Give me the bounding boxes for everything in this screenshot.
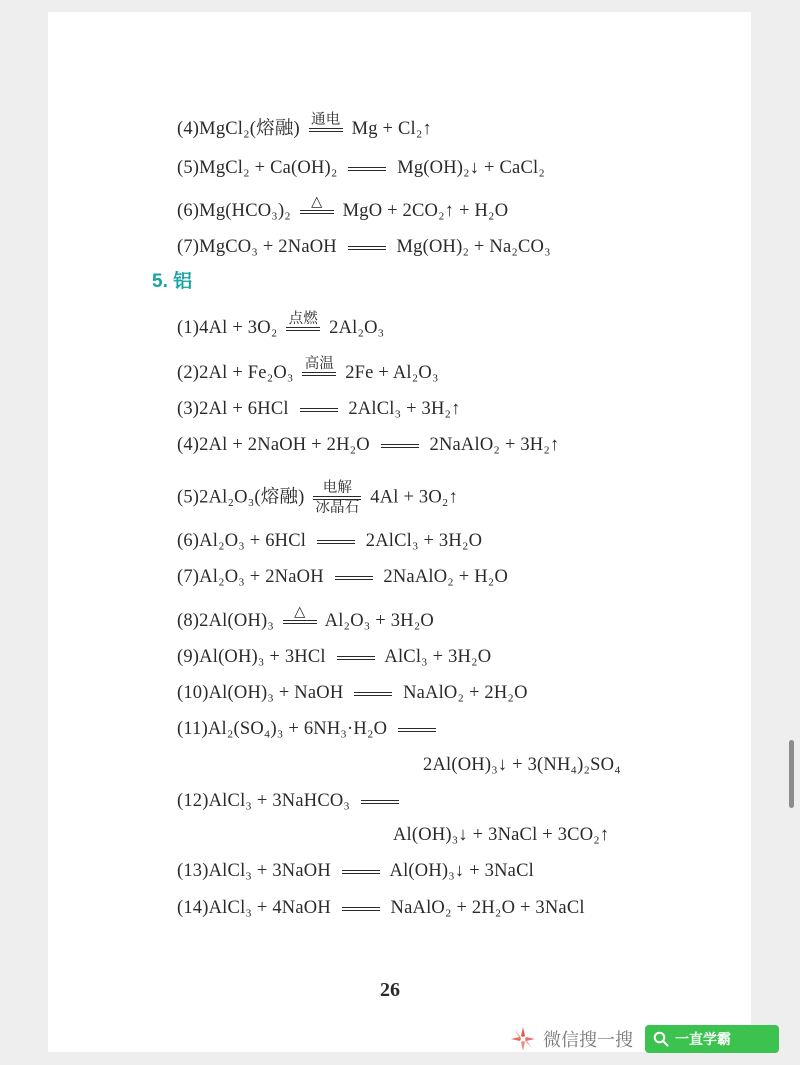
- eq-number: (2): [177, 363, 200, 383]
- eq-number: (1): [177, 318, 200, 338]
- equals-sign: [348, 167, 386, 171]
- equation-mg-4: [177, 111, 432, 141]
- eq-left: MgCl₂(熔融): [199, 119, 300, 139]
- equation-al-4: [177, 433, 559, 457]
- eq-number: (14): [177, 898, 209, 918]
- eq-right: 2Al(OH)₃↓ + 3(NH₄)₂SO₄: [423, 755, 621, 775]
- equals-sign: [317, 540, 355, 544]
- eq-left: 2Al + Fe₂O₃: [199, 363, 294, 383]
- equation-al-12-continued: [393, 823, 609, 847]
- eq-right: 2AlCl₃ + 3H₂O: [365, 531, 483, 551]
- equation-al-7: [177, 565, 508, 589]
- equals-sign: [381, 444, 419, 448]
- eq-left: Al₂(SO₄)₃ + 6NH₃·H₂O: [207, 719, 388, 739]
- equation-al-8: [177, 603, 434, 633]
- eq-left: 2Al + 2NaOH + 2H₂O: [199, 435, 370, 455]
- equation-al-10: [177, 681, 528, 705]
- eq-number: (6): [177, 201, 200, 221]
- eq-left: MgCl₂ + Ca(OH)₂: [199, 158, 338, 178]
- wechat-watermark: [503, 1019, 793, 1059]
- eq-left: 2Al₂O₃(熔融): [199, 487, 305, 508]
- equation-al-14: [177, 896, 585, 920]
- equation-al-11-continued: [423, 753, 621, 777]
- eq-number: (7): [177, 237, 200, 257]
- watermark-search-button[interactable]: [645, 1025, 779, 1053]
- eq-number: (12): [177, 791, 209, 811]
- eq-left: Al(OH)₃ + NaOH: [208, 683, 344, 703]
- eq-right: 2NaAlO₂ + H₂O: [383, 567, 509, 587]
- eq-number: (9): [177, 647, 200, 667]
- eq-left: Mg(HCO₃)₂: [199, 201, 291, 221]
- eq-number: (5): [177, 487, 200, 508]
- watermark-label: 微信搜一搜: [543, 1030, 633, 1051]
- double-bar: [283, 620, 317, 624]
- reaction-condition: [300, 194, 334, 214]
- double-bar: [300, 210, 334, 214]
- eq-left: Al(OH)₃ + 3HCl: [199, 647, 326, 667]
- section-heading: 5. 铝: [152, 271, 193, 292]
- equals-sign: [342, 870, 380, 874]
- equation-mg-7: [177, 235, 551, 259]
- eq-number: (13): [177, 861, 209, 881]
- cond-top: 电解: [322, 480, 353, 496]
- reaction-condition: [313, 480, 361, 516]
- eq-right: Mg + Cl₂↑: [351, 119, 432, 139]
- eq-right: Al(OH)₃↓ + 3NaCl: [389, 861, 534, 881]
- cond-bottom: 冰晶石: [315, 500, 360, 516]
- equals-sign: [354, 692, 392, 696]
- reaction-condition: [309, 112, 343, 132]
- eq-number: (7): [177, 567, 200, 587]
- double-bar: [286, 327, 320, 331]
- eq-number: (11): [177, 719, 208, 739]
- eq-right: Mg(OH)₂ + Na₂CO₃: [396, 237, 551, 257]
- equation-al-11: [177, 717, 442, 741]
- eq-right: NaAlO₂ + 2H₂O: [403, 683, 528, 703]
- eq-left: 4Al + 3O₂: [199, 318, 278, 338]
- cond-top: △: [294, 603, 306, 620]
- eq-left: Al₂O₃ + 2NaOH: [199, 567, 324, 587]
- equation-mg-6: [177, 193, 509, 223]
- cond-top: 通电: [311, 111, 341, 128]
- eq-right: AlCl₃ + 3H₂O: [384, 647, 492, 667]
- cond-top: 点燃: [288, 310, 318, 327]
- cond-top: △: [311, 193, 323, 210]
- eq-right: Al(OH)₃↓ + 3NaCl + 3CO₂↑: [393, 825, 610, 845]
- page-number: 26: [380, 979, 400, 1001]
- reaction-condition: [302, 356, 336, 376]
- eq-number: (3): [177, 399, 200, 419]
- eq-number: (5): [177, 158, 200, 178]
- equals-sign: [337, 656, 375, 660]
- watermark-account: 一直学霸: [675, 1032, 731, 1048]
- eq-number: (8): [177, 611, 200, 631]
- eq-right: Al₂O₃ + 3H₂O: [324, 611, 434, 631]
- eq-number: (10): [177, 683, 209, 703]
- scrollbar-thumb[interactable]: [789, 740, 794, 808]
- equation-al-2: [177, 355, 439, 385]
- equation-al-3: [177, 397, 461, 421]
- double-bar: [309, 128, 343, 132]
- eq-number: (4): [177, 119, 200, 139]
- eq-left: 2Al + 6HCl: [199, 399, 289, 419]
- equals-sign: [335, 576, 373, 580]
- eq-left: AlCl₃ + 4NaOH: [208, 898, 331, 918]
- equation-al-13: [177, 859, 534, 883]
- equals-sign: [361, 800, 399, 804]
- reaction-condition: [283, 604, 317, 624]
- eq-right: MgO + 2CO₂↑ + H₂O: [342, 201, 509, 221]
- wechat-search-logo: [509, 1025, 537, 1053]
- double-bar: [302, 372, 336, 376]
- eq-right: 2AlCl₃ + 3H₂↑: [348, 399, 461, 419]
- equals-sign: [300, 408, 338, 412]
- eq-right: 2Fe + Al₂O₃: [345, 363, 439, 383]
- equation-al-5: [177, 480, 458, 516]
- eq-left: 2Al(OH)₃: [199, 611, 275, 631]
- eq-right: Mg(OH)₂↓ + CaCl₂: [397, 158, 545, 178]
- eq-number: (6): [177, 531, 200, 551]
- equals-sign: [348, 246, 386, 250]
- eq-left: MgCO₃ + 2NaOH: [199, 237, 337, 257]
- equation-al-12: [177, 789, 405, 813]
- equation-al-1: [177, 310, 385, 340]
- equation-mg-5: [177, 156, 545, 180]
- eq-right: 2NaAlO₂ + 3H₂↑: [429, 435, 560, 455]
- equation-al-9: [177, 645, 491, 669]
- equals-sign: [342, 907, 380, 911]
- eq-right: NaAlO₂ + 2H₂O + 3NaCl: [390, 898, 585, 918]
- eq-left: AlCl₃ + 3NaHCO₃: [208, 791, 351, 811]
- search-icon: [653, 1031, 669, 1047]
- eq-number: (4): [177, 435, 200, 455]
- eq-right: 4Al + 3O₂↑: [370, 487, 459, 508]
- equals-sign: [398, 728, 436, 732]
- reaction-condition: [286, 311, 320, 331]
- eq-right: 2Al₂O₃: [329, 318, 385, 338]
- cond-top: 高温: [304, 355, 335, 372]
- eq-left: AlCl₃ + 3NaOH: [208, 861, 331, 881]
- equation-al-6: [177, 529, 482, 553]
- eq-left: Al₂O₃ + 6HCl: [199, 531, 307, 551]
